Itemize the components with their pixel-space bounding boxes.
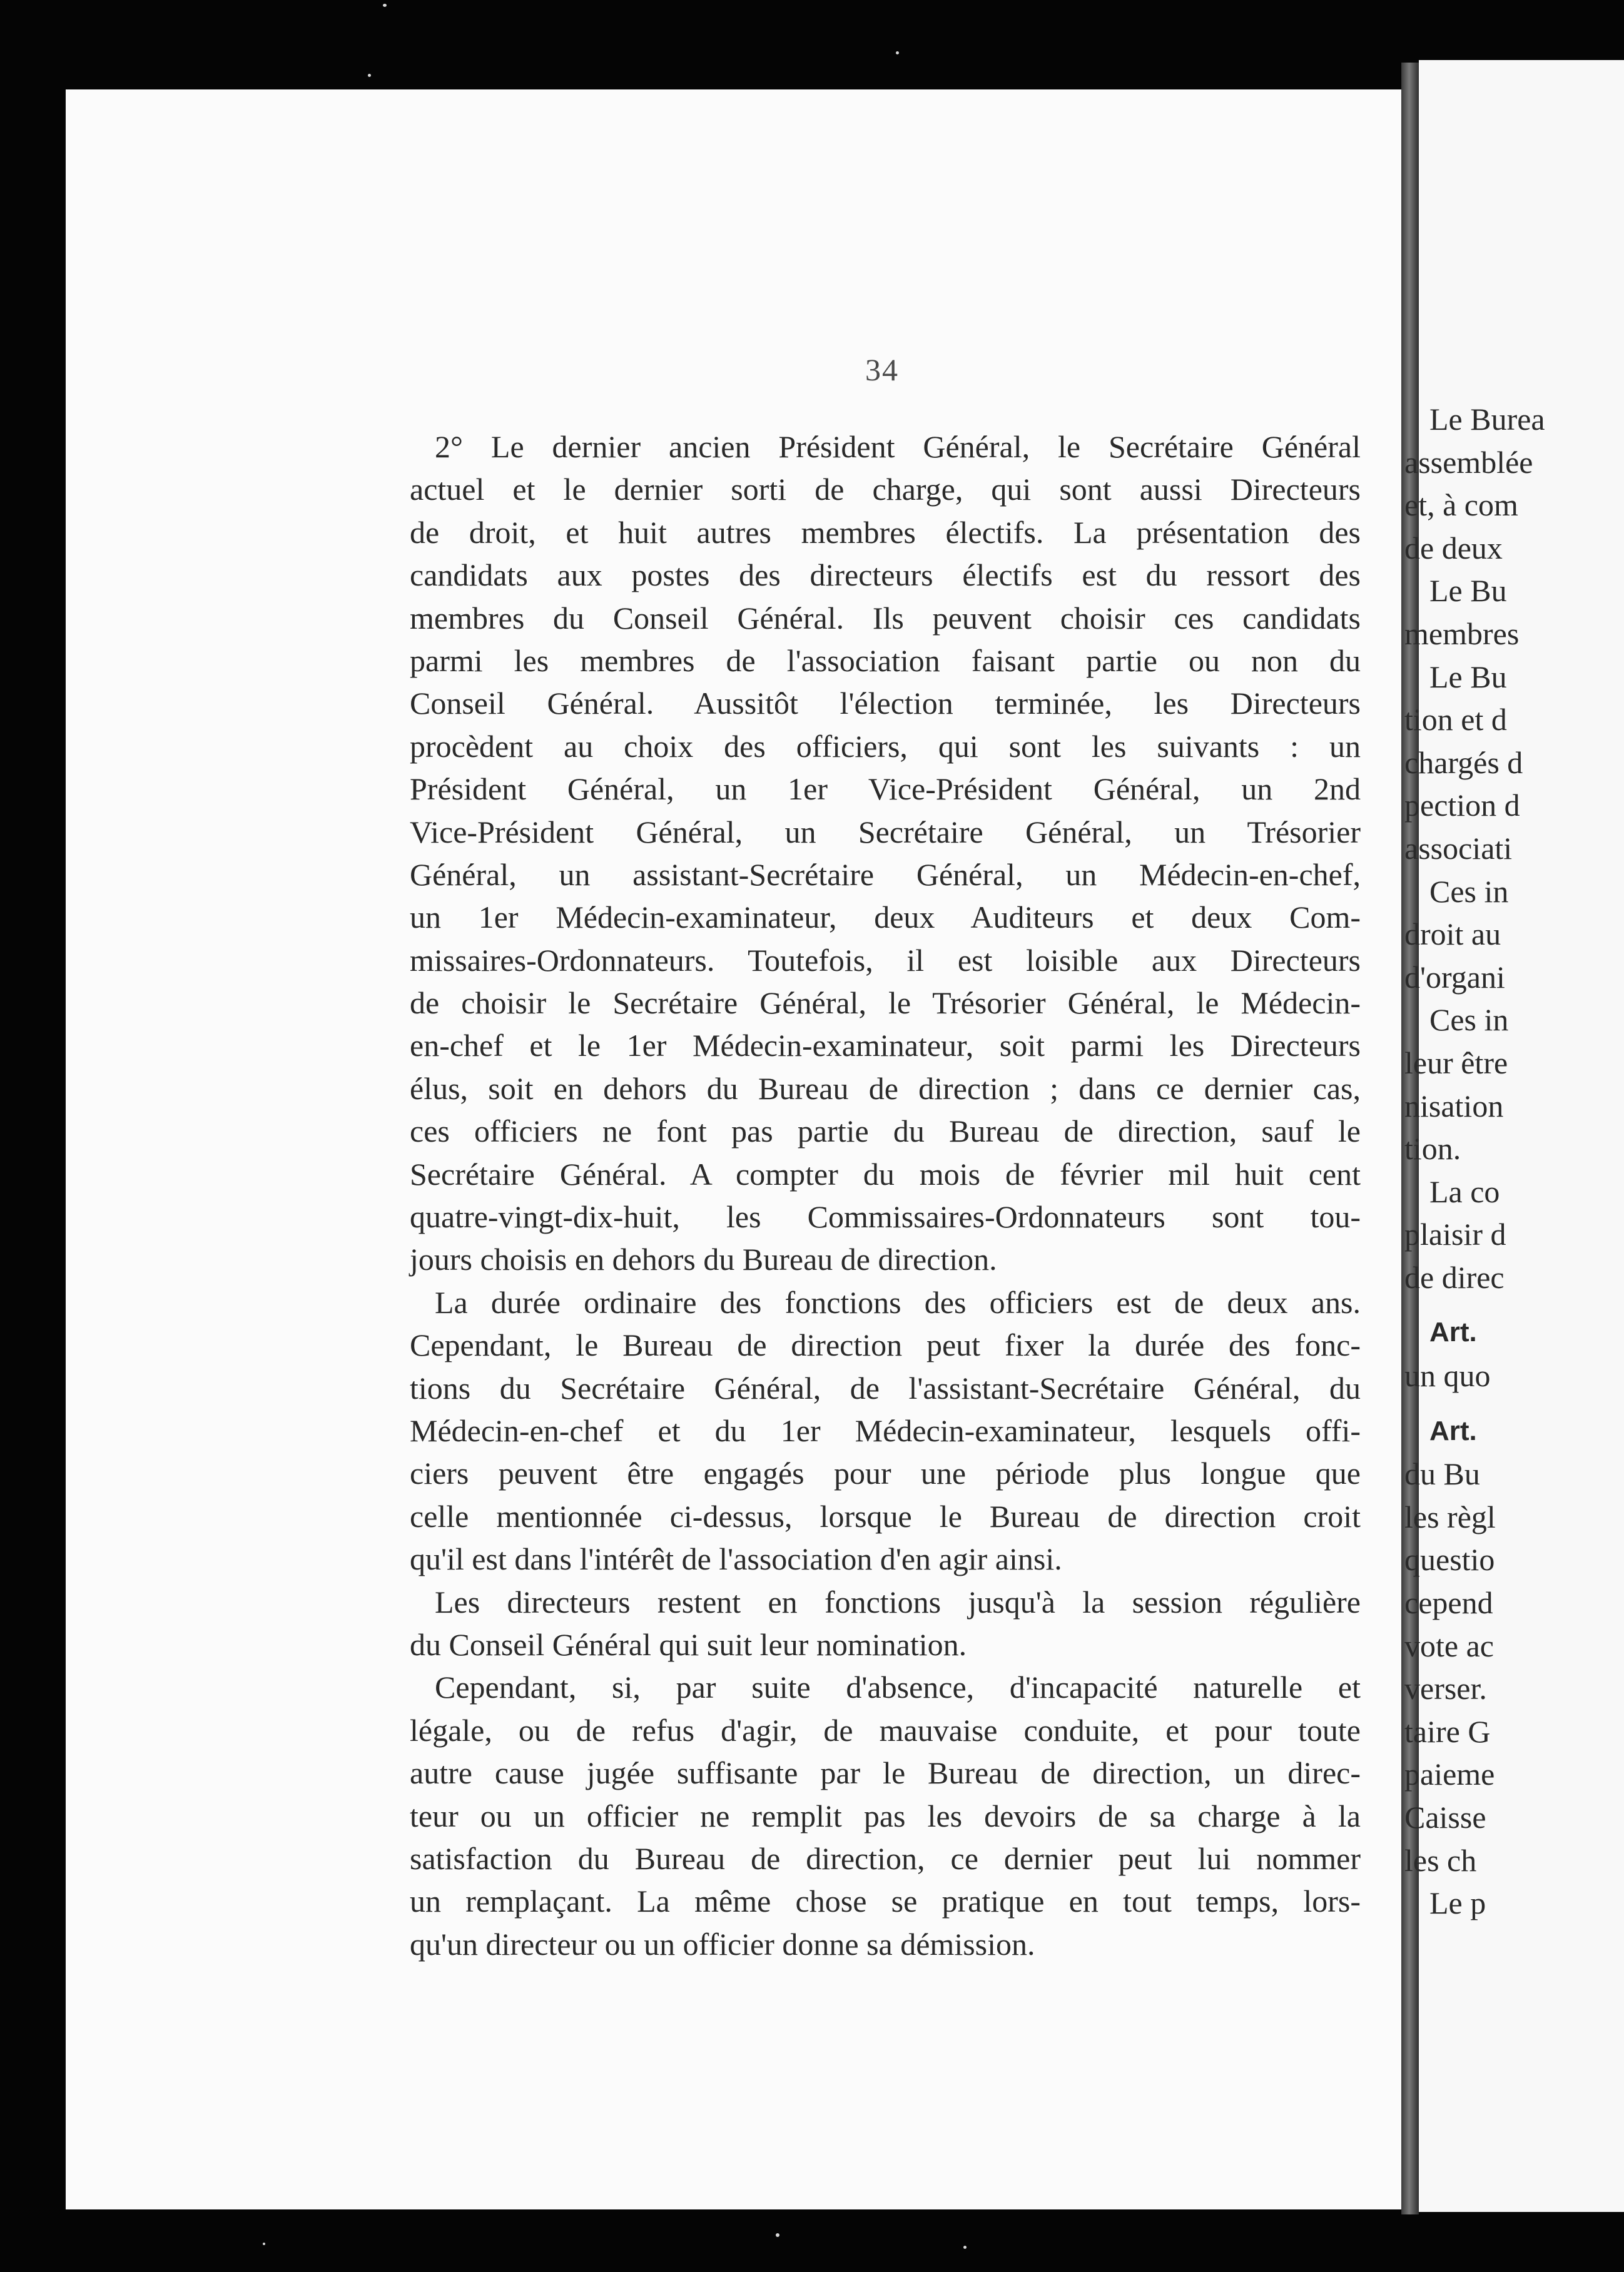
text-line: teur ou un officier ne remplit pas les devoirs de sa charge à la xyxy=(410,1798,1361,1833)
text-line: un 1er Médecin-examinateur, deux Auditeurs et deux Com- xyxy=(410,900,1361,935)
text-line: parmi les membres de l'association faisant partie ou non du xyxy=(410,642,1361,678)
text-line: Général, un assistant-Secrétaire Général, un Médecin-en-chef, xyxy=(410,856,1361,892)
text-line: légale, ou de refus d'agir, de mauvaise conduite, et pour toute xyxy=(410,1712,1361,1748)
text-line: un remplaçant. La même chose se pratique en tout temps, lors- xyxy=(410,1884,1361,1919)
text-line: verser. xyxy=(1404,1671,1487,1707)
text-line: pection d xyxy=(1404,788,1520,823)
text-line: vote ac xyxy=(1404,1628,1494,1663)
paragraph xyxy=(410,1666,1361,1965)
scan-speck xyxy=(896,51,899,54)
article-heading: Art. xyxy=(1429,1415,1477,1446)
text-line: du Bu xyxy=(1404,1456,1480,1492)
text-line: tions du Secrétaire Général, de l'assistant-Secrétaire Général, du xyxy=(410,1370,1361,1406)
text-line: nisation xyxy=(1404,1088,1504,1123)
text-line: un quo xyxy=(1404,1358,1491,1394)
text-line: Le Bu xyxy=(1429,659,1507,694)
text-line: paieme xyxy=(1404,1757,1495,1792)
text-line: candidats aux postes des directeurs électifs est du ressort des xyxy=(410,557,1361,593)
text-line: les règl xyxy=(1404,1499,1496,1534)
text-line: du Conseil Général qui suit leur nomination. xyxy=(410,1626,967,1662)
text-line: élus, soit en dehors du Bureau de direction ; dans ce dernier cas, xyxy=(410,1070,1361,1106)
body-text xyxy=(410,425,1361,1965)
text-line: celle mentionnée ci-dessus, lorsque le Bureau de direction croit xyxy=(410,1498,1361,1534)
text-line: La durée ordinaire des fonctions des officiers est de deux ans. xyxy=(435,1284,1361,1320)
text-line: actuel et le dernier sorti de charge, qui sont aussi Directeurs xyxy=(410,472,1361,507)
text-line: membres du Conseil Général. Ils peuvent choisir ces candidats xyxy=(410,600,1361,636)
text-line: les ch xyxy=(1404,1842,1477,1878)
text-line: droit au xyxy=(1404,916,1501,952)
text-line: qu'un directeur ou un officier donne sa démission. xyxy=(410,1926,1035,1962)
text-line: Le Bu xyxy=(1429,573,1507,609)
text-line: et, à com xyxy=(1404,487,1518,523)
text-line: Cependant, le Bureau de direction peut fixer la durée des fonc- xyxy=(410,1327,1361,1363)
text-line: procèdent au choix des officiers, qui sont les suivants : un xyxy=(410,728,1361,764)
text-line: Ces in xyxy=(1429,1002,1509,1038)
paragraph xyxy=(410,425,1361,1281)
page-number: 34 xyxy=(865,352,899,387)
text-line: taire G xyxy=(1404,1713,1491,1749)
text-line: Le Burea xyxy=(1429,402,1545,437)
text-line: membres xyxy=(1404,616,1520,651)
text-line: Cependant, si, par suite d'absence, d'incapacité naturelle et xyxy=(435,1670,1361,1705)
scan-speck xyxy=(368,74,371,77)
text-line: d'organi xyxy=(1404,959,1505,995)
text-line: tion et d xyxy=(1404,702,1507,738)
text-line: Les directeurs restent en fonctions jusqu'à la session régulière xyxy=(435,1584,1361,1620)
text-line: ces officiers ne font pas partie du Bureau de direction, sauf le xyxy=(410,1113,1361,1149)
text-line: de direc xyxy=(1404,1259,1505,1295)
text-line: Conseil Général. Aussitôt l'élection terminée, les Directeurs xyxy=(410,686,1361,721)
text-line: Caisse xyxy=(1404,1800,1486,1835)
text-line: jours choisis en dehors du Bureau de direction. xyxy=(410,1242,997,1277)
text-line: cepend xyxy=(1404,1585,1493,1621)
text-line: Secrétaire Général. A compter du mois de février mil huit cent xyxy=(410,1156,1361,1192)
text-line: tion. xyxy=(1404,1131,1461,1167)
text-line: Vice-Président Général, un Secrétaire Général, un Trésorier xyxy=(410,814,1361,849)
scan-speck xyxy=(383,4,387,7)
text-line: de droit, et huit autres membres électifs. La présentation des xyxy=(410,514,1361,550)
right-page-text xyxy=(1404,398,1624,1925)
scan-speck xyxy=(963,2246,967,2249)
text-line: plaisir d xyxy=(1404,1217,1506,1252)
text-line: de deux xyxy=(1404,530,1503,565)
text-line: 2° Le dernier ancien Président Général, le Secrétaire Général xyxy=(435,429,1361,464)
text-line: autre cause jugée suffisante par le Bureau de direction, un direc- xyxy=(410,1755,1361,1791)
text-line: Médecin-en-chef et du 1er Médecin-examinateur, lesquels offi- xyxy=(410,1412,1361,1448)
paragraph xyxy=(410,1581,1361,1666)
paragraph xyxy=(410,1281,1361,1581)
scan-speck xyxy=(776,2233,779,2237)
text-line: chargés d xyxy=(1404,744,1523,780)
text-line: Ces in xyxy=(1429,873,1509,909)
text-line: satisfaction du Bureau de direction, ce dernier peut lui nommer xyxy=(410,1840,1361,1876)
text-line: en-chef et le 1er Médecin-examinateur, soit parmi les Directeurs xyxy=(410,1028,1361,1063)
text-line: Président Général, un 1er Vice-Président Général, un 2nd xyxy=(410,771,1361,807)
text-line: associati xyxy=(1404,830,1513,866)
text-line: ciers peuvent être engagés pour une période plus longue que xyxy=(410,1456,1361,1491)
text-line: leur être xyxy=(1404,1045,1508,1080)
text-line: questio xyxy=(1404,1542,1495,1578)
text-line: de choisir le Secrétaire Général, le Trésorier Général, le Médecin- xyxy=(410,985,1361,1021)
article-heading: Art. xyxy=(1429,1317,1477,1348)
text-line: qu'il est dans l'intérêt de l'association d'en agir ainsi. xyxy=(410,1541,1062,1577)
text-line: Le p xyxy=(1429,1885,1486,1921)
scan-speck xyxy=(263,2243,265,2245)
text-line: quatre-vingt-dix-huit, les Commissaires-Ordonnateurs sont tou- xyxy=(410,1199,1361,1235)
text-line: missaires-Ordonnateurs. Toutefois, il est loisible aux Directeurs xyxy=(410,942,1361,978)
text-line: La co xyxy=(1429,1174,1500,1209)
text-line: assemblée xyxy=(1404,444,1533,480)
